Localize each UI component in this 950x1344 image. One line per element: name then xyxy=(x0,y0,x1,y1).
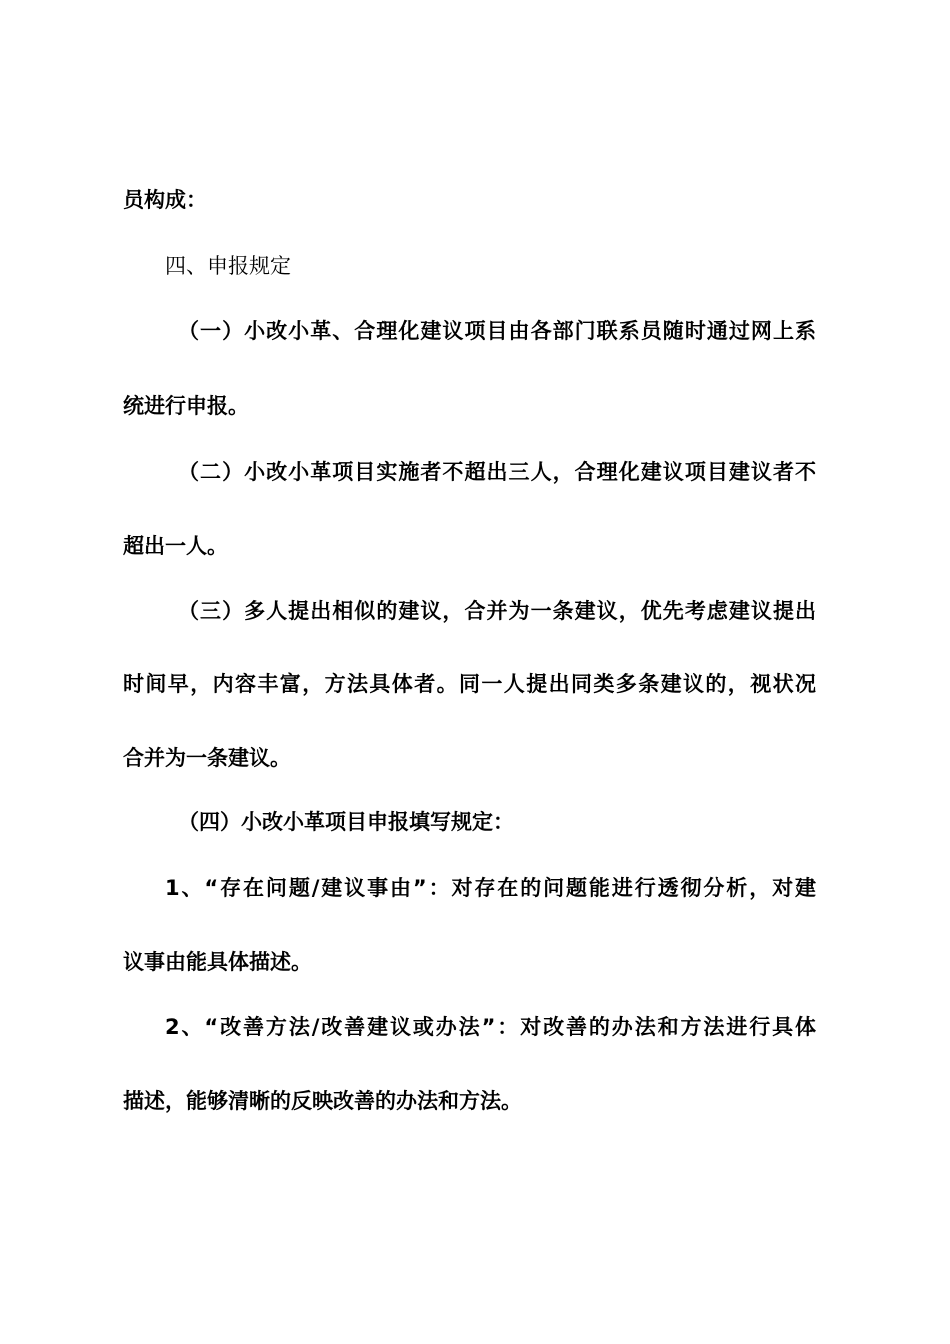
paragraph-line: （二）小改小革项目实施者不超出三人，合理化建议项目建议者不 xyxy=(178,460,816,484)
paragraph-line: 合并为一条建议。 xyxy=(123,746,291,770)
paragraph-line: 员构成： xyxy=(123,188,207,212)
paragraph-line: 描述，能够清晰的反映改善的办法和方法。 xyxy=(123,1089,522,1113)
paragraph-line: 1、“存在问题/建议事由”：对存在的问题能进行透彻分析，对建 xyxy=(165,876,816,900)
section-heading: 四、申报规定 xyxy=(165,254,291,278)
paragraph-line: （一）小改小革、合理化建议项目由各部门联系员随时通过网上系 xyxy=(178,319,816,343)
paragraph-line: 时间早，内容丰富，方法具体者。同一人提出同类多条建议的，视状况 xyxy=(123,672,816,696)
paragraph-line: 超出一人。 xyxy=(123,534,228,558)
paragraph-line: 议事由能具体描述。 xyxy=(123,950,312,974)
paragraph-line: （三）多人提出相似的建议，合并为一条建议，优先考虑建议提出 xyxy=(178,599,816,623)
paragraph-line: 统进行申报。 xyxy=(123,394,249,418)
paragraph-line: 2、“改善方法/改善建议或办法”：对改善的办法和方法进行具体 xyxy=(165,1015,816,1039)
subheading: （四）小改小革项目申报填写规定： xyxy=(178,810,514,834)
